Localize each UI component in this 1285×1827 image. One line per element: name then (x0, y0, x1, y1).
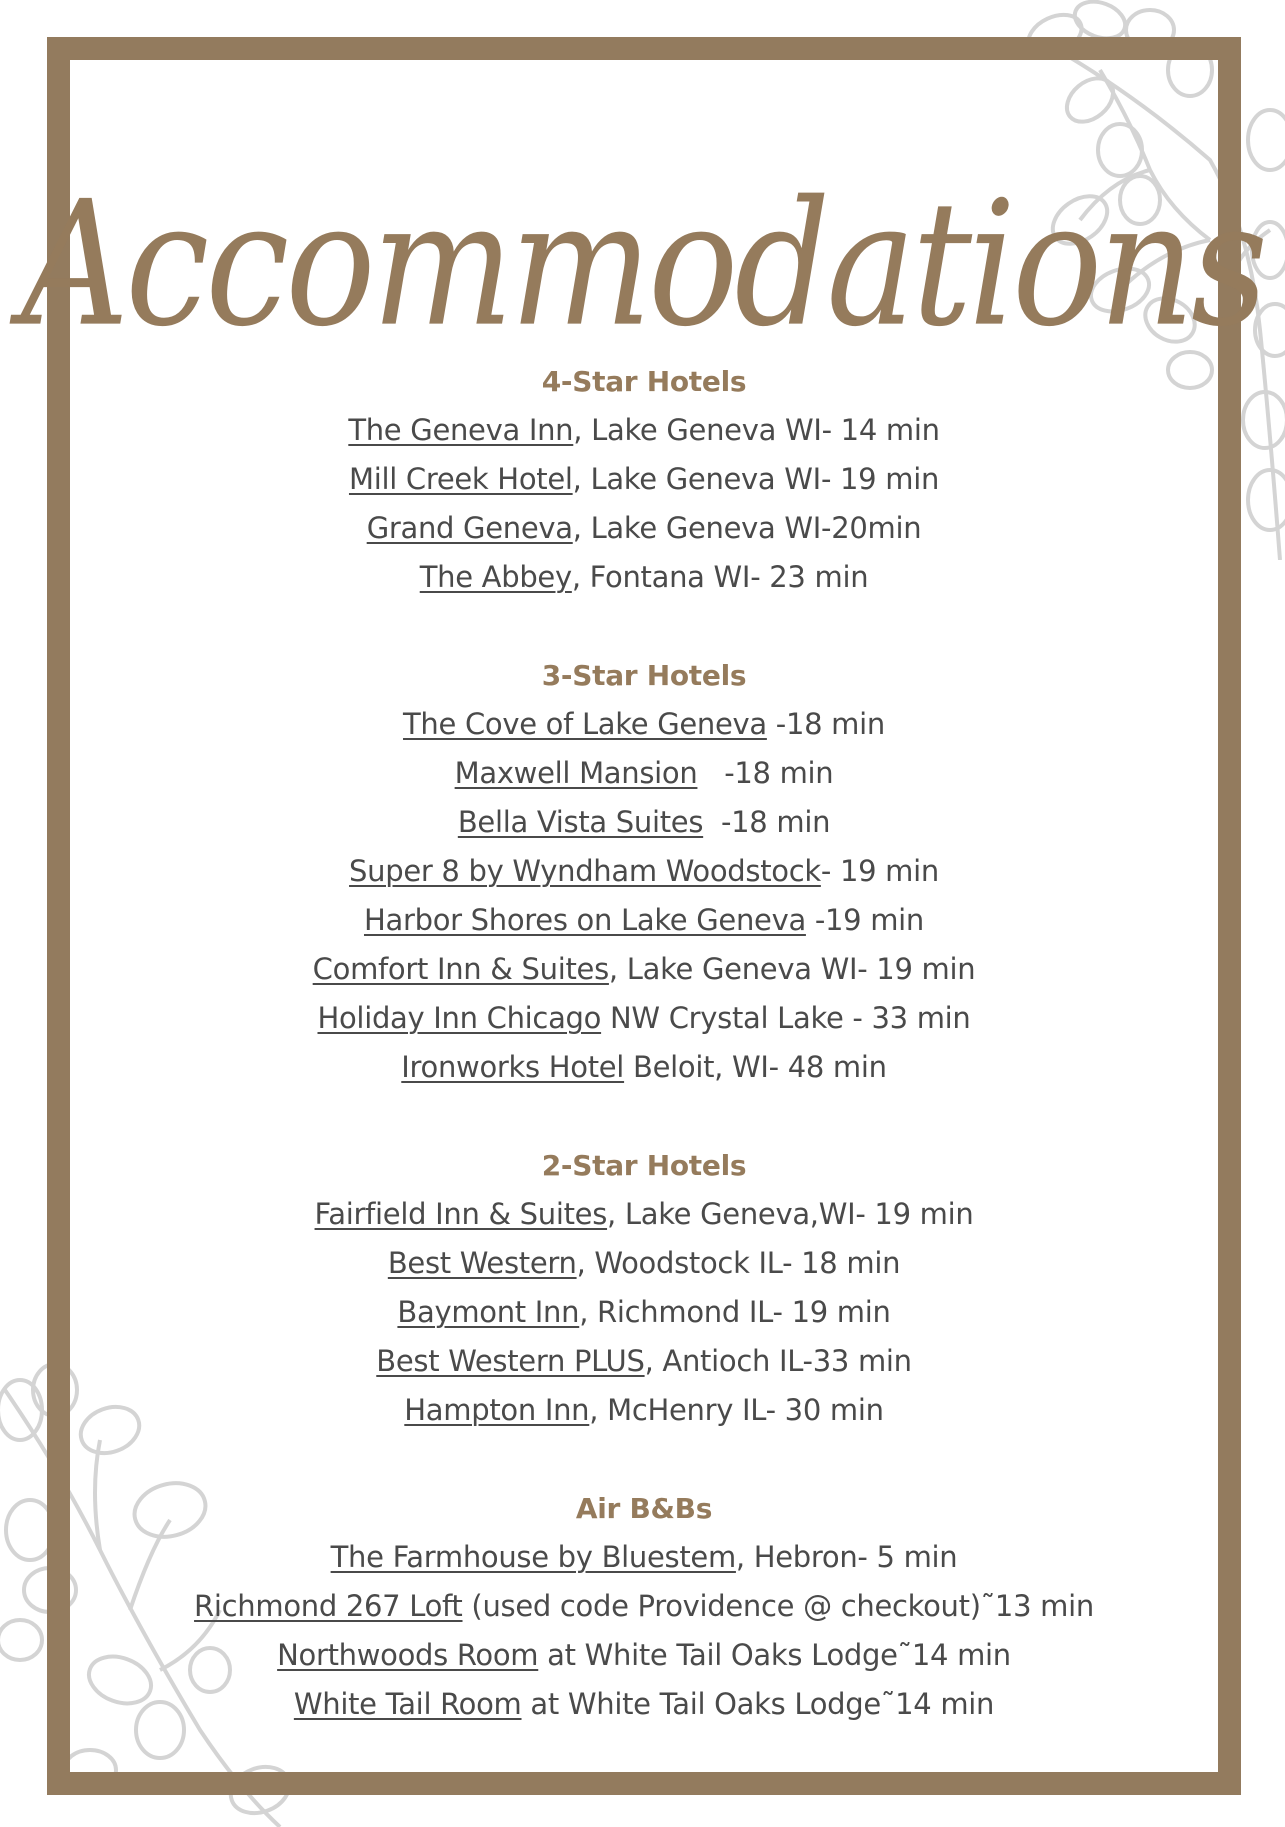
list-item (70, 1386, 1218, 1435)
hotel-details: NW Crystal Lake - 33 min (601, 1001, 971, 1035)
rental-link[interactable]: Richmond 267 Loft (194, 1589, 463, 1623)
hotel-link[interactable]: Best Western (387, 1246, 577, 1280)
section-spacer (70, 1092, 1218, 1141)
rental-details: at White Tail Oaks Lodge˜14 min (538, 1638, 1011, 1672)
rental-link[interactable]: Northwoods Room (277, 1638, 539, 1672)
section-spacer (70, 602, 1218, 651)
hotel-details: -19 min (805, 903, 925, 937)
hotel-link[interactable]: Comfort Inn & Suites (312, 952, 609, 986)
list-item (70, 1631, 1218, 1680)
section-spacer (70, 1435, 1218, 1484)
hotel-link[interactable]: Fairfield Inn & Suites (314, 1197, 608, 1231)
hotel-details: , Fontana WI- 23 min (571, 560, 869, 594)
hotel-details: -18 min (703, 805, 831, 839)
hotel-details: -18 min (697, 756, 834, 790)
rental-details: at White Tail Oaks Lodge˜14 min (521, 1687, 995, 1721)
rental-link[interactable]: The Farmhouse by Bluestem (330, 1540, 736, 1574)
list-item (70, 406, 1218, 455)
list-item (70, 504, 1218, 553)
hotel-details: - 19 min (820, 854, 939, 888)
hotel-details: Beloit, WI- 48 min (624, 1050, 887, 1084)
list-item (70, 798, 1218, 847)
section-heading-airbnb: Air B&Bs (575, 1492, 713, 1525)
list-item (70, 994, 1218, 1043)
hotel-details: , McHenry IL- 30 min (589, 1393, 884, 1427)
list-item (70, 1582, 1218, 1631)
section-heading-2-star: 2-Star Hotels (541, 1149, 747, 1182)
hotel-link[interactable]: Maxwell Mansion (454, 756, 698, 790)
hotel-link[interactable]: Harbor Shores on Lake Geneva (363, 903, 806, 937)
list-item (70, 1680, 1218, 1729)
list-item (70, 1337, 1218, 1386)
hotel-link[interactable]: Mill Creek Hotel (348, 462, 573, 496)
list-item (70, 1288, 1218, 1337)
hotel-details: , Woodstock IL- 18 min (576, 1246, 901, 1280)
hotel-details: -18 min (766, 707, 885, 741)
hotel-details: , Lake Geneva WI- 19 min (608, 952, 976, 986)
rental-link[interactable]: White Tail Room (293, 1687, 522, 1721)
list-item (70, 553, 1218, 602)
list-item (70, 896, 1218, 945)
list-item (70, 749, 1218, 798)
list-item (70, 1043, 1218, 1092)
list-item (70, 1533, 1218, 1582)
accommodations-list (70, 357, 1218, 1729)
hotel-link[interactable]: The Abbey (419, 560, 572, 594)
list-item (70, 700, 1218, 749)
hotel-details: , Lake Geneva,WI- 19 min (607, 1197, 974, 1231)
section-heading-4-star: 4-Star Hotels (541, 365, 747, 398)
list-item (70, 1239, 1218, 1288)
hotel-link[interactable]: Super 8 by Wyndham Woodstock (349, 854, 821, 888)
hotel-link[interactable]: Ironworks Hotel (401, 1050, 625, 1084)
hotel-link[interactable]: Grand Geneva (366, 511, 573, 545)
section-heading-3-star: 3-Star Hotels (541, 659, 747, 692)
list-item (70, 1190, 1218, 1239)
hotel-details: , Lake Geneva WI-20min (572, 511, 922, 545)
hotel-link[interactable]: Best Western PLUS (376, 1344, 645, 1378)
page-title: Accommodations (20, 164, 1265, 366)
hotel-details: , Antioch IL-33 min (644, 1344, 912, 1378)
hotel-details: , Lake Geneva WI- 14 min (573, 413, 940, 447)
hotel-details: , Richmond IL- 19 min (579, 1295, 891, 1329)
hotel-link[interactable]: The Cove of Lake Geneva (403, 707, 767, 741)
hotel-link[interactable]: Bella Vista Suites (457, 805, 704, 839)
list-item (70, 847, 1218, 896)
rental-details: (used code Providence @ checkout)˜13 min (462, 1589, 1094, 1623)
hotel-link[interactable]: Baymont Inn (397, 1295, 580, 1329)
list-item (70, 455, 1218, 504)
list-item (70, 945, 1218, 994)
hotel-link[interactable]: Holiday Inn Chicago (317, 1001, 602, 1035)
hotel-link[interactable]: The Geneva Inn (348, 413, 574, 447)
hotel-link[interactable]: Hampton Inn (404, 1393, 590, 1427)
hotel-details: , Lake Geneva WI- 19 min (572, 462, 940, 496)
rental-details: , Hebron- 5 min (735, 1540, 958, 1574)
